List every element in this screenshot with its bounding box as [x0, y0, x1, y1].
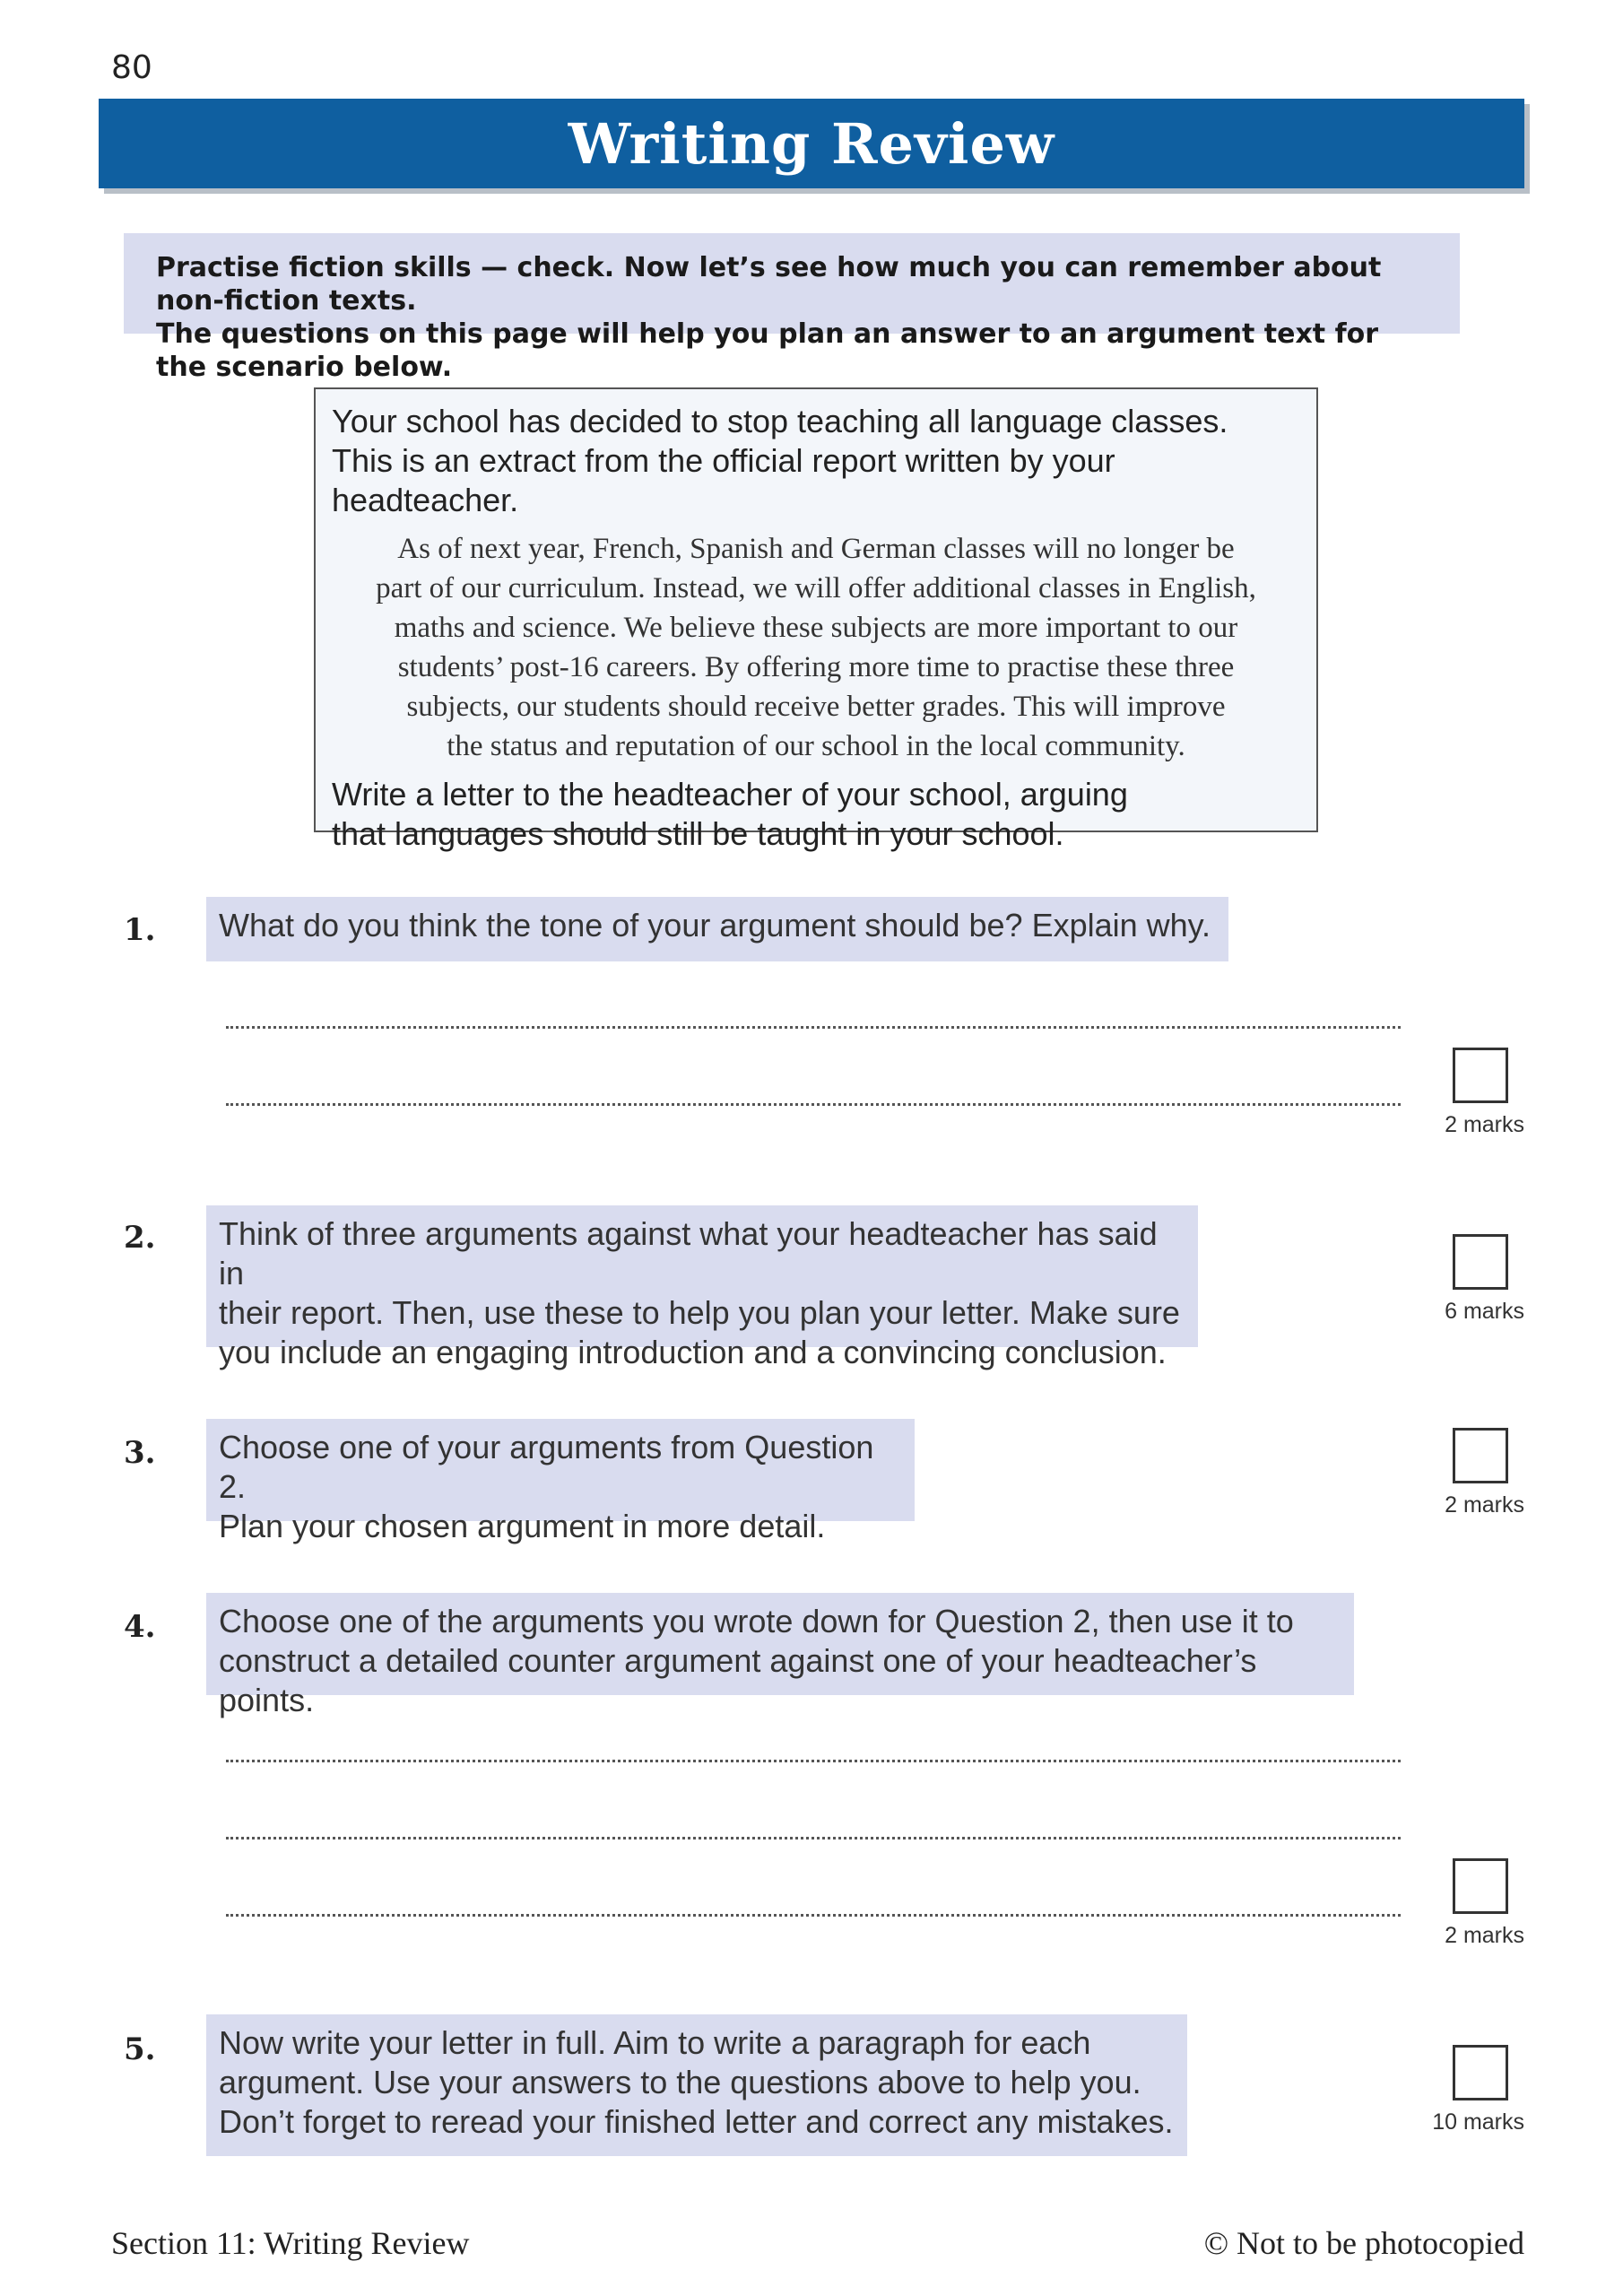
- answer-line-q1-1[interactable]: [226, 1026, 1401, 1029]
- scenario-box: [314, 387, 1318, 852]
- question-5-number: 5.: [124, 2031, 156, 2067]
- question-2-prompt: [206, 1205, 1198, 1370]
- title-bar: [99, 99, 1524, 188]
- marks-box-q5[interactable]: [1453, 2045, 1508, 2100]
- question-3-line: Choose one of your arguments from Question 2.: [219, 1429, 874, 1505]
- answer-line-q4-2[interactable]: [226, 1837, 1401, 1839]
- question-3-number: 3.: [124, 1435, 156, 1471]
- question-5-prompt: [206, 2014, 1187, 2156]
- page-title: Writing Review: [568, 110, 1055, 177]
- question-3-line: Plan your chosen argument in more detail.: [219, 1508, 826, 1544]
- question-3-prompt: [206, 1419, 915, 1544]
- scenario-task: [332, 775, 1300, 854]
- extract-line: subjects, our students should receive better grades. This will improve: [406, 691, 1226, 723]
- intro-box: [124, 233, 1460, 383]
- intro-line: The questions on this page will help you plan an answer to an argument text for the scenario below.: [156, 318, 1379, 383]
- scenario-lead: [332, 402, 1300, 520]
- marks-label-q4: 2 marks: [1445, 1923, 1524, 1948]
- question-2-line: Think of three arguments against what your headteacher has said in: [219, 1215, 1158, 1292]
- marks-label-q5: 10 marks: [1432, 2109, 1524, 2135]
- marks-label-q1: 2 marks: [1445, 1112, 1524, 1137]
- extract-line: the status and reputation of our school in the local community.: [447, 730, 1185, 762]
- marks-box-q4[interactable]: [1453, 1858, 1508, 1914]
- question-2-number: 2.: [124, 1220, 156, 1256]
- question-2-line: their report. Then, use these to help you plan your letter. Make sure: [219, 1294, 1180, 1331]
- marks-label-q3: 2 marks: [1445, 1492, 1524, 1518]
- footer-section: Section 11: Writing Review: [111, 2225, 470, 2261]
- extract-line: part of our curriculum. Instead, we will offer additional classes in English,: [376, 572, 1256, 604]
- scenario-task-line: Write a letter to the headteacher of your school, arguing: [332, 776, 1128, 813]
- question-4-line: Choose one of the arguments you wrote down for Question 2, then use it to: [219, 1603, 1294, 1639]
- answer-line-q4-1[interactable]: [226, 1760, 1401, 1762]
- intro-line: Practise fiction skills — check. Now let’s see how much you can remember about non-fiction texts.: [156, 252, 1382, 317]
- headteacher-extract: [332, 529, 1300, 766]
- question-4-line: construct a detailed counter argument against one of your headteacher’s points.: [219, 1642, 1257, 1718]
- extract-line: maths and science. We believe these subjects are more important to our: [394, 612, 1238, 644]
- scenario-task-line: that languages should still be taught in your school.: [332, 815, 1064, 852]
- question-1-prompt: [206, 897, 1228, 961]
- extract-line: students’ post-16 careers. By offering more time to practise these three: [397, 651, 1235, 683]
- extract-line: As of next year, French, Spanish and German classes will no longer be: [397, 533, 1235, 565]
- scenario-lead-line: Your school has decided to stop teaching all language classes.: [332, 403, 1228, 439]
- scenario-lead-line: This is an extract from the official report written by your headteacher.: [332, 442, 1115, 518]
- answer-line-q4-3[interactable]: [226, 1914, 1401, 1917]
- marks-box-q3[interactable]: [1453, 1428, 1508, 1483]
- question-1-number: 1.: [124, 912, 156, 948]
- question-4-prompt: [206, 1593, 1354, 1718]
- question-1-line: What do you think the tone of your argument should be? Explain why.: [219, 907, 1211, 944]
- footer-copyright: © Not to be photocopied: [1203, 2225, 1524, 2261]
- page-number: 80: [111, 49, 152, 86]
- question-5-line: argument. Use your answers to the questions above to help you.: [219, 2064, 1141, 2100]
- question-4-number: 4.: [124, 1609, 156, 1645]
- marks-box-q1[interactable]: [1453, 1048, 1508, 1103]
- marks-box-q2[interactable]: [1453, 1234, 1508, 1290]
- question-5-line: Don’t forget to reread your finished letter and correct any mistakes.: [219, 2103, 1174, 2140]
- marks-label-q2: 6 marks: [1445, 1299, 1524, 1324]
- question-5-line: Now write your letter in full. Aim to write a paragraph for each: [219, 2024, 1091, 2061]
- answer-line-q1-2[interactable]: [226, 1103, 1401, 1106]
- question-2-line: you include an engaging introduction and a convincing conclusion.: [219, 1334, 1167, 1370]
